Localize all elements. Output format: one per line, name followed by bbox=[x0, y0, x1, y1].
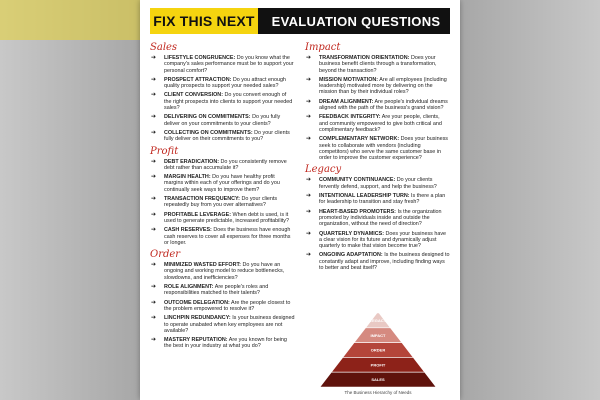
question-item bbox=[150, 159, 295, 172]
question-key: DEBT ERADICATION: bbox=[164, 158, 220, 165]
question-item bbox=[150, 300, 295, 313]
right-column bbox=[305, 40, 450, 274]
question-text: Do your clients fervently defend, support, and help the business? bbox=[319, 177, 437, 190]
question-key: MARGIN HEALTH: bbox=[164, 174, 211, 181]
arrow-icon: ➔ bbox=[151, 299, 157, 306]
arrow-icon: ➔ bbox=[151, 196, 157, 203]
arrow-icon: ➔ bbox=[151, 55, 157, 61]
arrow-icon: ➔ bbox=[151, 262, 157, 269]
question-text: Are you known for being the best in your industry at what you do? bbox=[164, 337, 287, 350]
question-text: Do you fully deliver on your commitments to your clients? bbox=[164, 114, 281, 127]
question-item bbox=[150, 212, 295, 225]
question-text: Do you convert enough of the right prospects into clients to support your needed sales? bbox=[164, 92, 293, 112]
pyramid-level-label: LEGACY bbox=[369, 318, 387, 323]
arrow-icon: ➔ bbox=[306, 55, 312, 61]
question-item bbox=[150, 92, 295, 111]
question-text: Do you attract enough quality prospects to support your needed sales? bbox=[164, 76, 286, 90]
question-key: MASTERY REPUTATION: bbox=[164, 337, 228, 344]
arrow-icon: ➔ bbox=[306, 208, 312, 215]
question-text: Are people's roles and responsibilities matched to their talents? bbox=[164, 284, 269, 297]
question-key: COMMUNITY CONTINUANCE: bbox=[319, 177, 396, 184]
question-key: QUARTERLY DYNAMICS: bbox=[319, 230, 384, 237]
question-text: Does the business have enough cash reserves to cover all expenses for three months or longer. bbox=[164, 227, 291, 246]
question-text: Are the people closest to the problem empowered to resolve it? bbox=[164, 299, 291, 312]
question-item bbox=[150, 315, 295, 334]
hierarchy-pyramid bbox=[318, 313, 438, 393]
question-item bbox=[305, 114, 450, 133]
question-key: INTENTIONAL LEADERSHIP TURN: bbox=[319, 193, 410, 200]
arrow-icon: ➔ bbox=[151, 76, 157, 83]
arrow-icon: ➔ bbox=[151, 284, 157, 291]
question-item bbox=[305, 209, 450, 228]
header-bar bbox=[150, 8, 450, 34]
arrow-icon: ➔ bbox=[306, 114, 312, 121]
question-key: CLIENT CONVERSION: bbox=[164, 92, 223, 99]
question-key: TRANSACTION FREQUENCY: bbox=[164, 196, 240, 203]
question-text: Is the organization promoted by individuals inside and outside the organization, without the need of direction? bbox=[319, 208, 442, 228]
arrow-icon: ➔ bbox=[151, 227, 157, 234]
question-text: Does your business seek to collaborate with vendors (including competitors) who serve the same customer base in order to improve the customer experience? bbox=[319, 136, 448, 162]
arrow-icon: ➔ bbox=[306, 76, 312, 83]
question-key: DREAM ALIGNMENT: bbox=[319, 98, 374, 105]
question-key: MINIMIZED WASTED EFFORT: bbox=[164, 262, 241, 269]
arrow-icon: ➔ bbox=[151, 337, 157, 344]
question-text: Are all employees (including leadership) motivated more by delivering on the mission than by their individual roles? bbox=[319, 76, 447, 96]
question-item bbox=[305, 136, 450, 161]
question-key: LIFESTYLE CONGRUENCE: bbox=[164, 55, 236, 61]
question-text: Do your clients repeatedly buy from you over alternatives? bbox=[164, 196, 278, 209]
question-item bbox=[150, 174, 295, 193]
pyramid-caption: The Business Hierarchy of Needs bbox=[344, 390, 412, 395]
question-key: CASH RESERVES: bbox=[164, 227, 212, 234]
arrow-icon: ➔ bbox=[151, 158, 157, 165]
question-key: PROSPECT ATTRACTION: bbox=[164, 76, 232, 83]
question-text: Do you consistently remove debt rather than accumulate it? bbox=[164, 158, 287, 171]
pyramid-level-label: SALES bbox=[371, 377, 385, 383]
question-key: TRANSFORMATION ORIENTATION: bbox=[319, 55, 410, 61]
question-item bbox=[305, 177, 450, 190]
question-text: Does your business have a clear vision for its future and dynamically adjust quarterly to make that vision become true? bbox=[319, 230, 447, 250]
question-text: Is there a plan for leadership to transition and stay fresh? bbox=[319, 193, 446, 206]
question-key: COMPLEMENTARY NETWORK: bbox=[319, 136, 400, 143]
question-text: Is your business designed to operate unabated when key employees are not available? bbox=[164, 315, 295, 334]
blurred-background-logo bbox=[0, 0, 140, 40]
question-key: PROFITABLE LEVERAGE: bbox=[164, 211, 231, 218]
question-item bbox=[305, 55, 450, 74]
section-heading: Sales bbox=[150, 42, 178, 53]
question-item bbox=[150, 114, 295, 127]
question-text: When debt is used, is it used to generate predictable, increased profitability? bbox=[164, 211, 289, 224]
arrow-icon: ➔ bbox=[306, 136, 312, 143]
section-heading: Order bbox=[150, 249, 181, 261]
question-item bbox=[305, 193, 450, 206]
question-item bbox=[150, 227, 295, 246]
question-key: HEART-BASED PROMOTERS: bbox=[319, 208, 396, 215]
pyramid-level-label: ORDER bbox=[370, 347, 386, 353]
arrow-icon: ➔ bbox=[306, 98, 312, 105]
pyramid-level-label: IMPACT bbox=[370, 332, 386, 338]
arrow-icon: ➔ bbox=[306, 230, 312, 237]
arrow-icon: ➔ bbox=[306, 252, 312, 259]
arrow-icon: ➔ bbox=[306, 177, 312, 184]
question-key: OUTCOME DELEGATION: bbox=[164, 299, 230, 306]
question-text: Are people's individual dreams aligned with the path of the business's grand vision? bbox=[319, 98, 448, 112]
question-text: Do you know what the company's sales performance must be to support your personal comfort? bbox=[164, 55, 294, 74]
question-item bbox=[150, 196, 295, 209]
arrow-icon: ➔ bbox=[151, 315, 157, 322]
evaluation-sheet bbox=[140, 0, 460, 400]
question-key: DELIVERING ON COMMITMENTS: bbox=[164, 114, 251, 121]
question-text: Is the business designed to constantly adapt and improve, including finding ways to better and beat itself? bbox=[319, 252, 450, 272]
question-key: ONGOING ADAPTATION: bbox=[319, 252, 383, 259]
section-heading: Legacy bbox=[305, 164, 342, 176]
question-item bbox=[305, 231, 450, 250]
arrow-icon: ➔ bbox=[306, 193, 312, 200]
section-heading: Profit bbox=[150, 145, 179, 157]
question-key: MISSION MOTIVATION: bbox=[319, 76, 379, 83]
question-text: Do you have an ongoing and working model to reduce bottlenecks, slowdowns, and inefficiencies? bbox=[164, 262, 285, 281]
question-text: Are your people, clients, and community empowered to give both critical and complimentary feedback? bbox=[319, 114, 442, 133]
question-item bbox=[305, 99, 450, 112]
question-text: Do your clients fully deliver on their commitments to you? bbox=[164, 129, 290, 143]
question-item bbox=[150, 262, 295, 281]
arrow-icon: ➔ bbox=[151, 211, 157, 218]
question-item bbox=[305, 252, 450, 271]
section-heading: Impact bbox=[305, 42, 341, 53]
logo: FIX THIS NEXT bbox=[150, 8, 258, 34]
question-key: LINCHPIN REDUNDANCY: bbox=[164, 315, 231, 322]
question-key: FEEDBACK INTEGRITY: bbox=[319, 114, 381, 121]
question-item bbox=[305, 77, 450, 96]
question-item bbox=[150, 337, 295, 350]
arrow-icon: ➔ bbox=[151, 92, 157, 99]
arrow-icon: ➔ bbox=[151, 174, 157, 181]
question-text: Does your business benefit clients through a transformation, beyond the transaction? bbox=[319, 55, 437, 74]
question-text: Do you have healthy profit margins within each of your offerings and do you continually seek ways to improve them? bbox=[164, 174, 280, 193]
left-column bbox=[150, 40, 295, 353]
question-key: COLLECTING ON COMMITMENTS: bbox=[164, 129, 253, 136]
page-title: EVALUATION QUESTIONS bbox=[271, 13, 441, 29]
question-item bbox=[150, 77, 295, 90]
pyramid-level-label: PROFIT bbox=[370, 362, 386, 368]
question-item bbox=[150, 55, 295, 74]
question-key: ROLE ALIGNMENT: bbox=[164, 284, 214, 291]
question-item bbox=[150, 284, 295, 297]
question-item bbox=[150, 130, 295, 143]
arrow-icon: ➔ bbox=[151, 114, 157, 121]
arrow-icon: ➔ bbox=[151, 129, 157, 136]
